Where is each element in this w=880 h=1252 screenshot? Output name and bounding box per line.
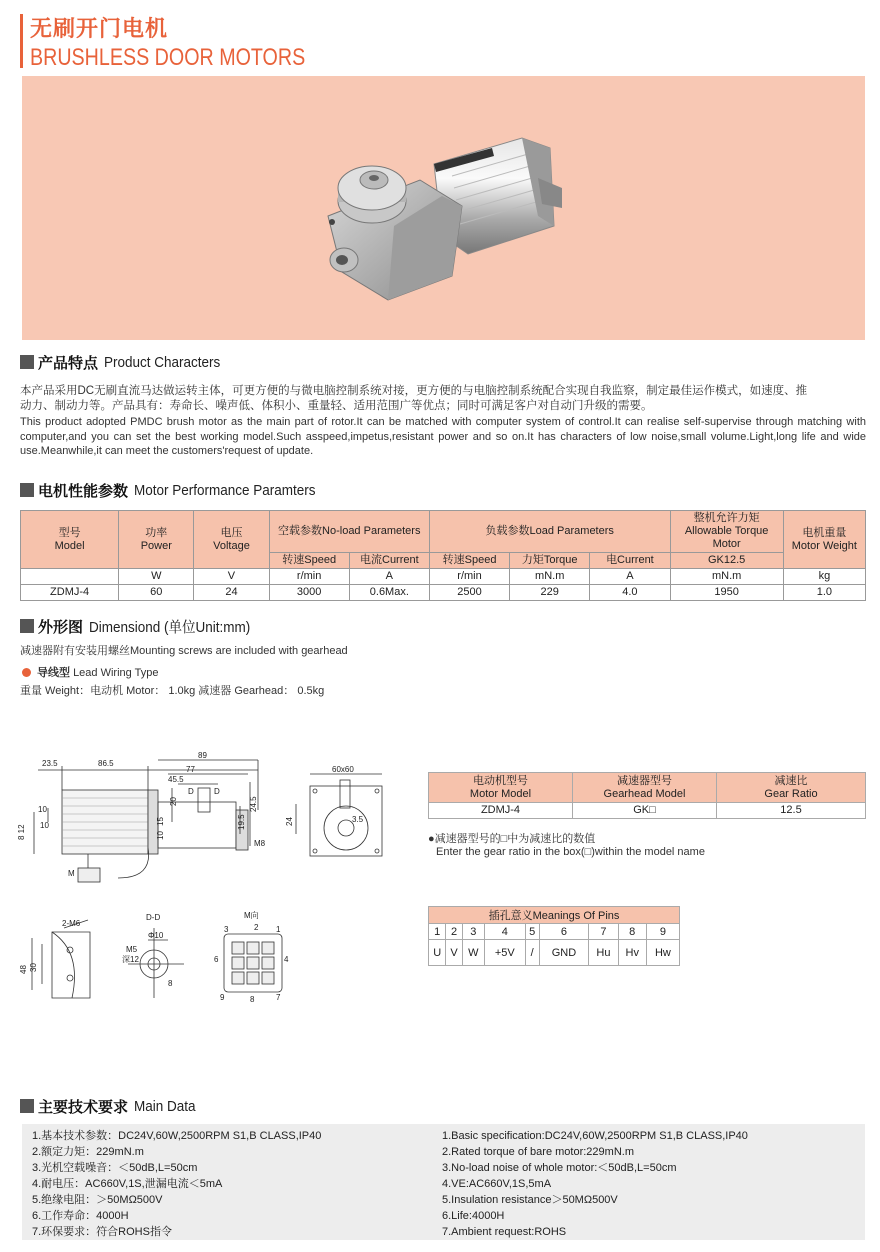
th-torque: 整机允许力矩 Allowable Torque Motor bbox=[670, 511, 783, 553]
unit-cell: A bbox=[590, 569, 670, 585]
pin-symbol: +5V bbox=[484, 940, 525, 966]
data-cell: 1950 bbox=[670, 585, 783, 601]
dim-depth12: 深12 bbox=[122, 955, 139, 964]
section-bullet bbox=[20, 355, 34, 369]
dim-3-5: 3.5 bbox=[352, 815, 364, 824]
pin-symbol: U bbox=[429, 940, 446, 966]
unit-cell bbox=[21, 569, 119, 585]
data-cell: 1.0 bbox=[783, 585, 865, 601]
gear-cell: ZDMJ-4 bbox=[429, 803, 573, 819]
dim-dd: D-D bbox=[146, 913, 161, 922]
section-performance bbox=[20, 480, 336, 500]
unit-cell: W bbox=[119, 569, 194, 585]
dim-24: 24 bbox=[285, 817, 294, 826]
performance-table bbox=[20, 510, 866, 601]
svg-text:6: 6 bbox=[214, 955, 219, 964]
dim-m8: M8 bbox=[254, 839, 266, 848]
pins-table bbox=[428, 906, 680, 966]
page-title-cn: 无刷开门电机 bbox=[30, 16, 169, 41]
th-l-torque: 力矩Torque bbox=[510, 553, 590, 569]
main-cn-line: 7.环保要求：符合ROHS指令 bbox=[32, 1226, 172, 1238]
lead-wiring-label bbox=[22, 664, 158, 680]
th-motor-model: 电动机型号 Motor Model bbox=[429, 773, 573, 803]
dim-D2: D bbox=[214, 787, 220, 796]
section-title-en: Motor Performance Paramters bbox=[134, 481, 316, 499]
main-cn-line: 1.基本技术参数：DC24V,60W,2500RPM S1,B CLASS,IP40 bbox=[32, 1130, 322, 1142]
main-cn-line: 6.工作寿命：4000H bbox=[32, 1210, 129, 1222]
section-title-cn: 外形图 bbox=[38, 618, 84, 636]
dim-30: 30 bbox=[29, 963, 38, 972]
th-gear-ratio: 减速比 Gear Ratio bbox=[717, 773, 866, 803]
data-cell: 4.0 bbox=[590, 585, 670, 601]
section-bullet bbox=[20, 483, 34, 497]
data-cell: 2500 bbox=[429, 585, 509, 601]
pin-number: 6 bbox=[539, 924, 589, 940]
data-cell: 229 bbox=[510, 585, 590, 601]
lead-wiring-cn: 导线型 bbox=[37, 667, 70, 679]
page-header bbox=[20, 10, 320, 70]
th-voltage: 电压 Voltage bbox=[194, 511, 269, 569]
dim-m5: M5 bbox=[126, 945, 138, 954]
gear-cell: GK□ bbox=[573, 803, 717, 819]
characters-cn-line1: 本产品采用DC无刷直流马达做运转主体，可更方便的与微电脑控制系统对接，更方便的与电脑控制系统配合实现自我监察，制定最佳运作模式，如速度、推 bbox=[20, 385, 808, 397]
weight-note: 重量 Weight：电动机 Motor： 1.0kg 减速器 Gearhead： 0.5kg bbox=[20, 685, 325, 697]
dim-phi10: Φ10 bbox=[148, 931, 164, 940]
main-cn-line: 4.耐电压：AC660V,1S,泄漏电流＜5mA bbox=[32, 1178, 223, 1190]
dim-45-5: 45.5 bbox=[168, 775, 184, 784]
dim-89: 89 bbox=[198, 751, 207, 760]
dim-86-5: 86.5 bbox=[98, 759, 114, 768]
th-noload: 空载参数No-load Parameters bbox=[269, 511, 429, 553]
main-en-line: 4.VE:AC660V,1S,5mA bbox=[442, 1178, 552, 1190]
unit-cell: A bbox=[349, 569, 429, 585]
unit-cell: mN.m bbox=[510, 569, 590, 585]
data-cell: ZDMJ-4 bbox=[21, 585, 119, 601]
header-accent-bar bbox=[20, 14, 23, 68]
main-en-line: 1.Basic specification:DC24V,60W,2500RPM S1,B CLASS,IP40 bbox=[442, 1130, 748, 1142]
main-en-line: 3.No-load noise of whole motor:＜50dB,L=50cm bbox=[442, 1162, 677, 1174]
unit-cell: r/min bbox=[429, 569, 509, 585]
bullet-dot-icon bbox=[22, 668, 31, 677]
th-nl-current: 电流Current bbox=[349, 553, 429, 569]
dim-10c: 10 bbox=[156, 831, 165, 840]
dim-m: M bbox=[68, 869, 75, 878]
main-data-box bbox=[22, 1124, 865, 1240]
section-bullet bbox=[20, 619, 34, 633]
pin-number: 1 bbox=[429, 924, 446, 940]
pin-number: 4 bbox=[484, 924, 525, 940]
th-weight: 电机重量 Motor Weight bbox=[783, 511, 865, 569]
section-title-en: Dimensiond (单位Unit:mm) bbox=[89, 618, 251, 636]
unit-cell: r/min bbox=[269, 569, 349, 585]
section-bullet bbox=[20, 1099, 34, 1113]
dimension-drawings bbox=[18, 752, 418, 1012]
pin-symbol: / bbox=[525, 940, 539, 966]
main-cn-line: 2.额定力矩：229mN.m bbox=[32, 1146, 144, 1158]
m-view-label: M向 bbox=[244, 911, 259, 920]
svg-text:4: 4 bbox=[284, 955, 289, 964]
th-nl-speed: 转速Speed bbox=[269, 553, 349, 569]
svg-text:7: 7 bbox=[276, 993, 281, 1002]
pin-symbol: V bbox=[446, 940, 462, 966]
pin-number: 5 bbox=[525, 924, 539, 940]
motor-illustration bbox=[22, 76, 865, 340]
dim-48: 48 bbox=[19, 965, 28, 974]
section-main-data bbox=[20, 1096, 202, 1116]
pin-symbol: Hu bbox=[589, 940, 618, 966]
pin-symbol: W bbox=[462, 940, 484, 966]
pins-title: 插孔意义Meanings Of Pins bbox=[429, 907, 680, 924]
data-cell: 0.6Max. bbox=[349, 585, 429, 601]
section-product-characters bbox=[20, 352, 233, 372]
main-cn-line: 3.光机空载噪音：＜50dB,L=50cm bbox=[32, 1162, 198, 1174]
section-title-cn: 产品特点 bbox=[38, 354, 99, 372]
pin-number: 2 bbox=[446, 924, 462, 940]
dim-8-12: 8 12 bbox=[17, 824, 26, 840]
section-title-en: Main Data bbox=[134, 1097, 196, 1115]
gear-table bbox=[428, 772, 866, 819]
dim-23-5: 23.5 bbox=[42, 759, 58, 768]
pin-symbol: GND bbox=[539, 940, 589, 966]
dim-8: 8 bbox=[168, 979, 173, 988]
section-title-cn: 电机性能参数 bbox=[38, 482, 129, 500]
gear-note-en: Enter the gear ratio in the box(□)within the model name bbox=[436, 846, 705, 858]
main-data-cn bbox=[32, 1128, 321, 1240]
section-dimension bbox=[20, 616, 268, 636]
main-data-en bbox=[442, 1128, 748, 1240]
section-title-cn: 主要技术要求 bbox=[38, 1098, 129, 1116]
unit-cell: mN.m bbox=[670, 569, 783, 585]
characters-cn-line2: 动力、制动力等。产品具有：寿命长、噪声低、体积小、重量轻、适用范围广等优点；同时可满足客户对自动门升级的需要。 bbox=[20, 400, 653, 412]
dim-60x60: 60x60 bbox=[332, 765, 354, 774]
svg-text:9: 9 bbox=[220, 993, 225, 1002]
pin-symbol: Hw bbox=[646, 940, 679, 966]
data-cell: 24 bbox=[194, 585, 269, 601]
data-cell: 60 bbox=[119, 585, 194, 601]
pin-number: 9 bbox=[646, 924, 679, 940]
dim-D1: D bbox=[188, 787, 194, 796]
th-model: 型号 Model bbox=[21, 511, 119, 569]
lead-wiring-en: Lead Wiring Type bbox=[73, 667, 159, 679]
section-title-en: Product Characters bbox=[104, 353, 221, 371]
unit-cell: kg bbox=[783, 569, 865, 585]
svg-text:2: 2 bbox=[254, 923, 259, 932]
gear-cell: 12.5 bbox=[717, 803, 866, 819]
th-gearhead-model: 减速器型号 Gearhead Model bbox=[573, 773, 717, 803]
main-en-line: 5.Insulation resistance＞50MΩ500V bbox=[442, 1194, 618, 1206]
svg-text:3: 3 bbox=[224, 925, 229, 934]
th-power: 功率 Power bbox=[119, 511, 194, 569]
characters-text-cn bbox=[20, 384, 866, 414]
page-title-en: BRUSHLESS DOOR MOTORS bbox=[30, 44, 306, 71]
main-cn-line: 5.绝缘电阻：＞50MΩ500V bbox=[32, 1194, 163, 1206]
main-en-line: 7.Ambient request:ROHS bbox=[442, 1226, 567, 1238]
mounting-note: 减速器附有安装用螺丝Mounting screws are included with gearhead bbox=[20, 645, 348, 657]
main-en-line: 6.Life:4000H bbox=[442, 1210, 505, 1222]
dim-15: 15 bbox=[156, 817, 165, 826]
dim-19-5: 19.5 bbox=[237, 814, 246, 830]
product-photo bbox=[22, 76, 865, 340]
dim-20: 20 bbox=[169, 797, 178, 806]
dim-2-m6: 2-M6 bbox=[62, 919, 81, 928]
th-gk: GK12.5 bbox=[670, 553, 783, 569]
dim-10b: 10 bbox=[40, 821, 49, 830]
pin-symbol: Hv bbox=[618, 940, 646, 966]
th-l-current: 电Current bbox=[590, 553, 670, 569]
th-l-speed: 转速Speed bbox=[429, 553, 509, 569]
data-cell: 3000 bbox=[269, 585, 349, 601]
pin-number: 3 bbox=[462, 924, 484, 940]
unit-cell: V bbox=[194, 569, 269, 585]
svg-text:1: 1 bbox=[276, 925, 281, 934]
th-load: 负载参数Load Parameters bbox=[429, 511, 670, 553]
svg-text:8: 8 bbox=[250, 995, 255, 1004]
dim-10a: 10 bbox=[38, 805, 47, 814]
characters-text-en: This product adopted PMDC brush motor as the main part of rotor.It can be matched with computer system of control.It can realise self-supervise through matching with computer,and you can set the best working model.Such asspeed,impetus,resistant power and so on.It has characters of low noise,small volume.Light,long life and wide use.Meanwhile,it can meet the customers'request of update. bbox=[20, 416, 866, 457]
pin-number: 7 bbox=[589, 924, 618, 940]
pin-number: 8 bbox=[618, 924, 646, 940]
main-en-line: 2.Rated torque of bare motor:229mN.m bbox=[442, 1146, 634, 1158]
gear-note-cn: ●减速器型号的□中为减速比的数值 bbox=[428, 833, 596, 845]
dim-77: 77 bbox=[186, 765, 195, 774]
dim-24-5: 24.5 bbox=[249, 796, 258, 812]
